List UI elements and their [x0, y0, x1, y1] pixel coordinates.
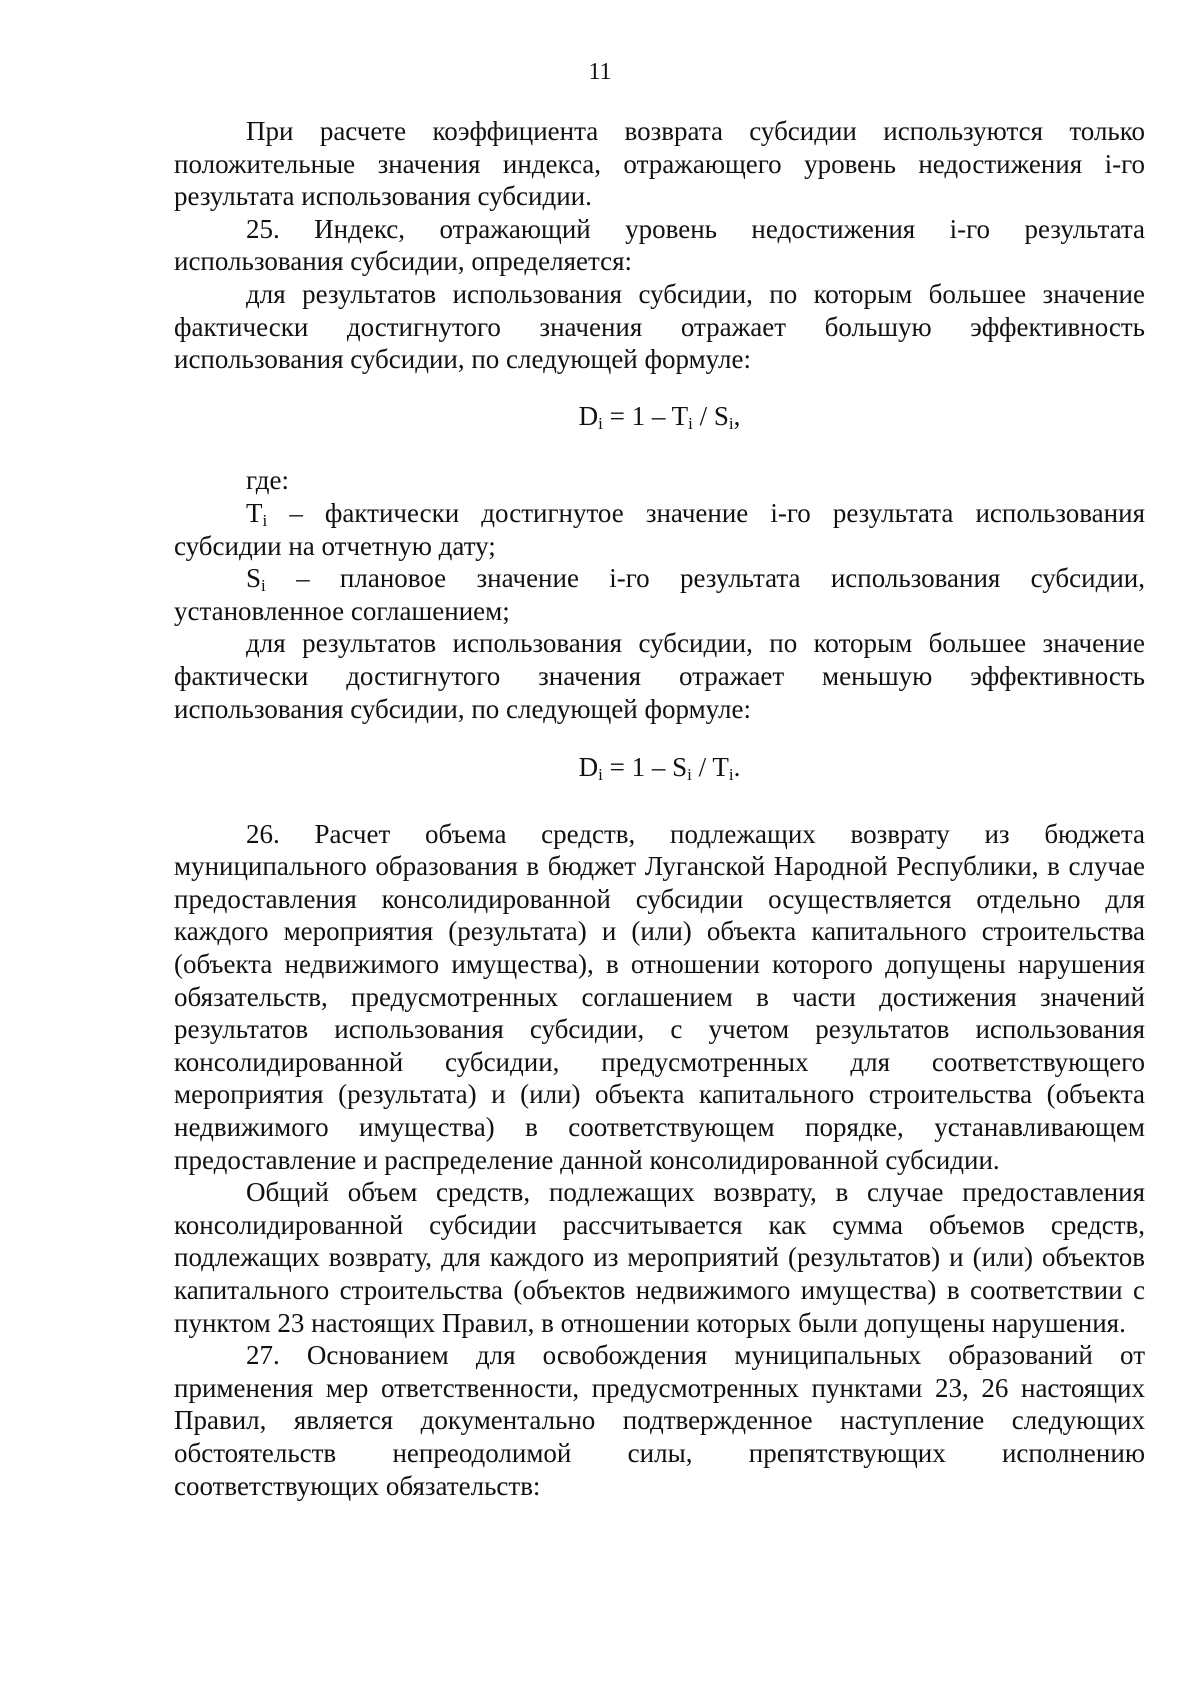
formula2-d-subscript: i — [598, 765, 603, 785]
formula-s-subscript: i — [728, 413, 734, 433]
term-s — [246, 563, 266, 596]
formula-divide: / — [692, 400, 714, 431]
page-number: 11 — [588, 59, 612, 85]
document-body — [174, 115, 1145, 1502]
paragraph-total-return: Общий объем средств, подлежащих возврату, в случае предоставления консолидированной субсидии рассчитывается как сумма объемов средств, подлежащих возврату, для каждого из мероприятий (результатов) и (или) объектов капитального строительства (объектов недвижимого имущества) в соответствии с пунктом 23 настоящих Правил, в отношении которых были допущены нарушения. — [174, 1177, 1145, 1338]
term-t-symbol: T — [246, 497, 263, 528]
formula-lesser-efficiency — [174, 725, 1145, 818]
paragraph-25: 25. Индекс, отражающий уровень недостижения i-го результата использования субсидии, определяется: — [174, 213, 1145, 277]
paragraph-lesser-efficiency: для результатов использования субсидии, по которым большее значение фактически достигнутого значения отражает меньшую эффективность использования субсидии, по следующей формуле: — [174, 628, 1145, 724]
formula-t-subscript: i — [688, 413, 693, 433]
paragraph-where: где: — [246, 465, 289, 496]
paragraph-26: 26. Расчет объема средств, подлежащих возврату из бюджета муниципального образования в бюджет Луганской Народной Республики, в случае предоставления консолидированной субсидии осуществляется отдельно для каждого мероприятия (результата) и (или) объекта капитального строительства (объекта недвижимого имущества), в отношении которого допущены нарушения обязательств, предусмотренных соглашением в части достижения значений результатов использования субсидии, с учетом результатов использования консолидированной субсидии, предусмотренных для соответствующего мероприятия (результата) и (или) объекта капитального строительства (объекта недвижимого имущества) в соответствующем порядке, устанавливающем предоставление и распределение данной консолидированной субсидии. — [174, 818, 1145, 1175]
formula-d-subscript: i — [598, 413, 603, 433]
formula-greater-efficiency — [174, 376, 1145, 465]
formula2-s-subscript: i — [687, 765, 692, 785]
paragraph-t-definition — [174, 497, 1145, 562]
paragraph-s-definition — [174, 562, 1145, 627]
formula2-end: . — [733, 752, 741, 783]
formula-end: , — [733, 400, 741, 431]
formula2-equals: = 1 – — [602, 752, 673, 783]
formula2-t-symbol: T — [712, 752, 729, 783]
t-definition-text: – фактически достигнутое значение i-го результата использования субсидии на отчетную дату; — [174, 497, 1145, 561]
term-s-symbol: S — [246, 563, 262, 594]
formula2-d-symbol: D — [578, 752, 599, 783]
formula-equals: = 1 – — [602, 400, 672, 431]
paragraph-greater-efficiency: для результатов использования субсидии, по которым большее значение фактически достигнутого значения отражает большую эффективность использования субсидии, по следующей формуле: — [174, 278, 1145, 375]
formula-s-symbol: S — [713, 400, 729, 431]
formula-d-symbol: D — [578, 400, 599, 431]
term-s-subscript: i — [261, 576, 266, 596]
formula2-t-subscript: i — [728, 765, 734, 785]
term-t-subscript: i — [262, 510, 268, 530]
formula2-divide: / — [691, 752, 713, 783]
formula-t-symbol: T — [671, 400, 689, 431]
term-t — [246, 498, 267, 528]
paragraph-27: 27. Основанием для освобождения муниципальных образований от применения мер ответственности, предусмотренных пунктами 23, 26 настоящих Правил, является документально подтвержденное наступление следующих обстоятельств непреодолимой силы, препятствующих исполнению соответствующих обязательств: — [174, 1340, 1145, 1501]
formula2-s-symbol: S — [672, 752, 688, 783]
s-definition-text: – плановое значение i-го результата использования субсидии, установленное соглашением; — [174, 563, 1145, 626]
paragraph-coefficient-note: При расчете коэффициента возврата субсидии используются только положительные значения индекса, отражающего уровень недостижения i-го результата использования субсидии. — [174, 116, 1145, 212]
